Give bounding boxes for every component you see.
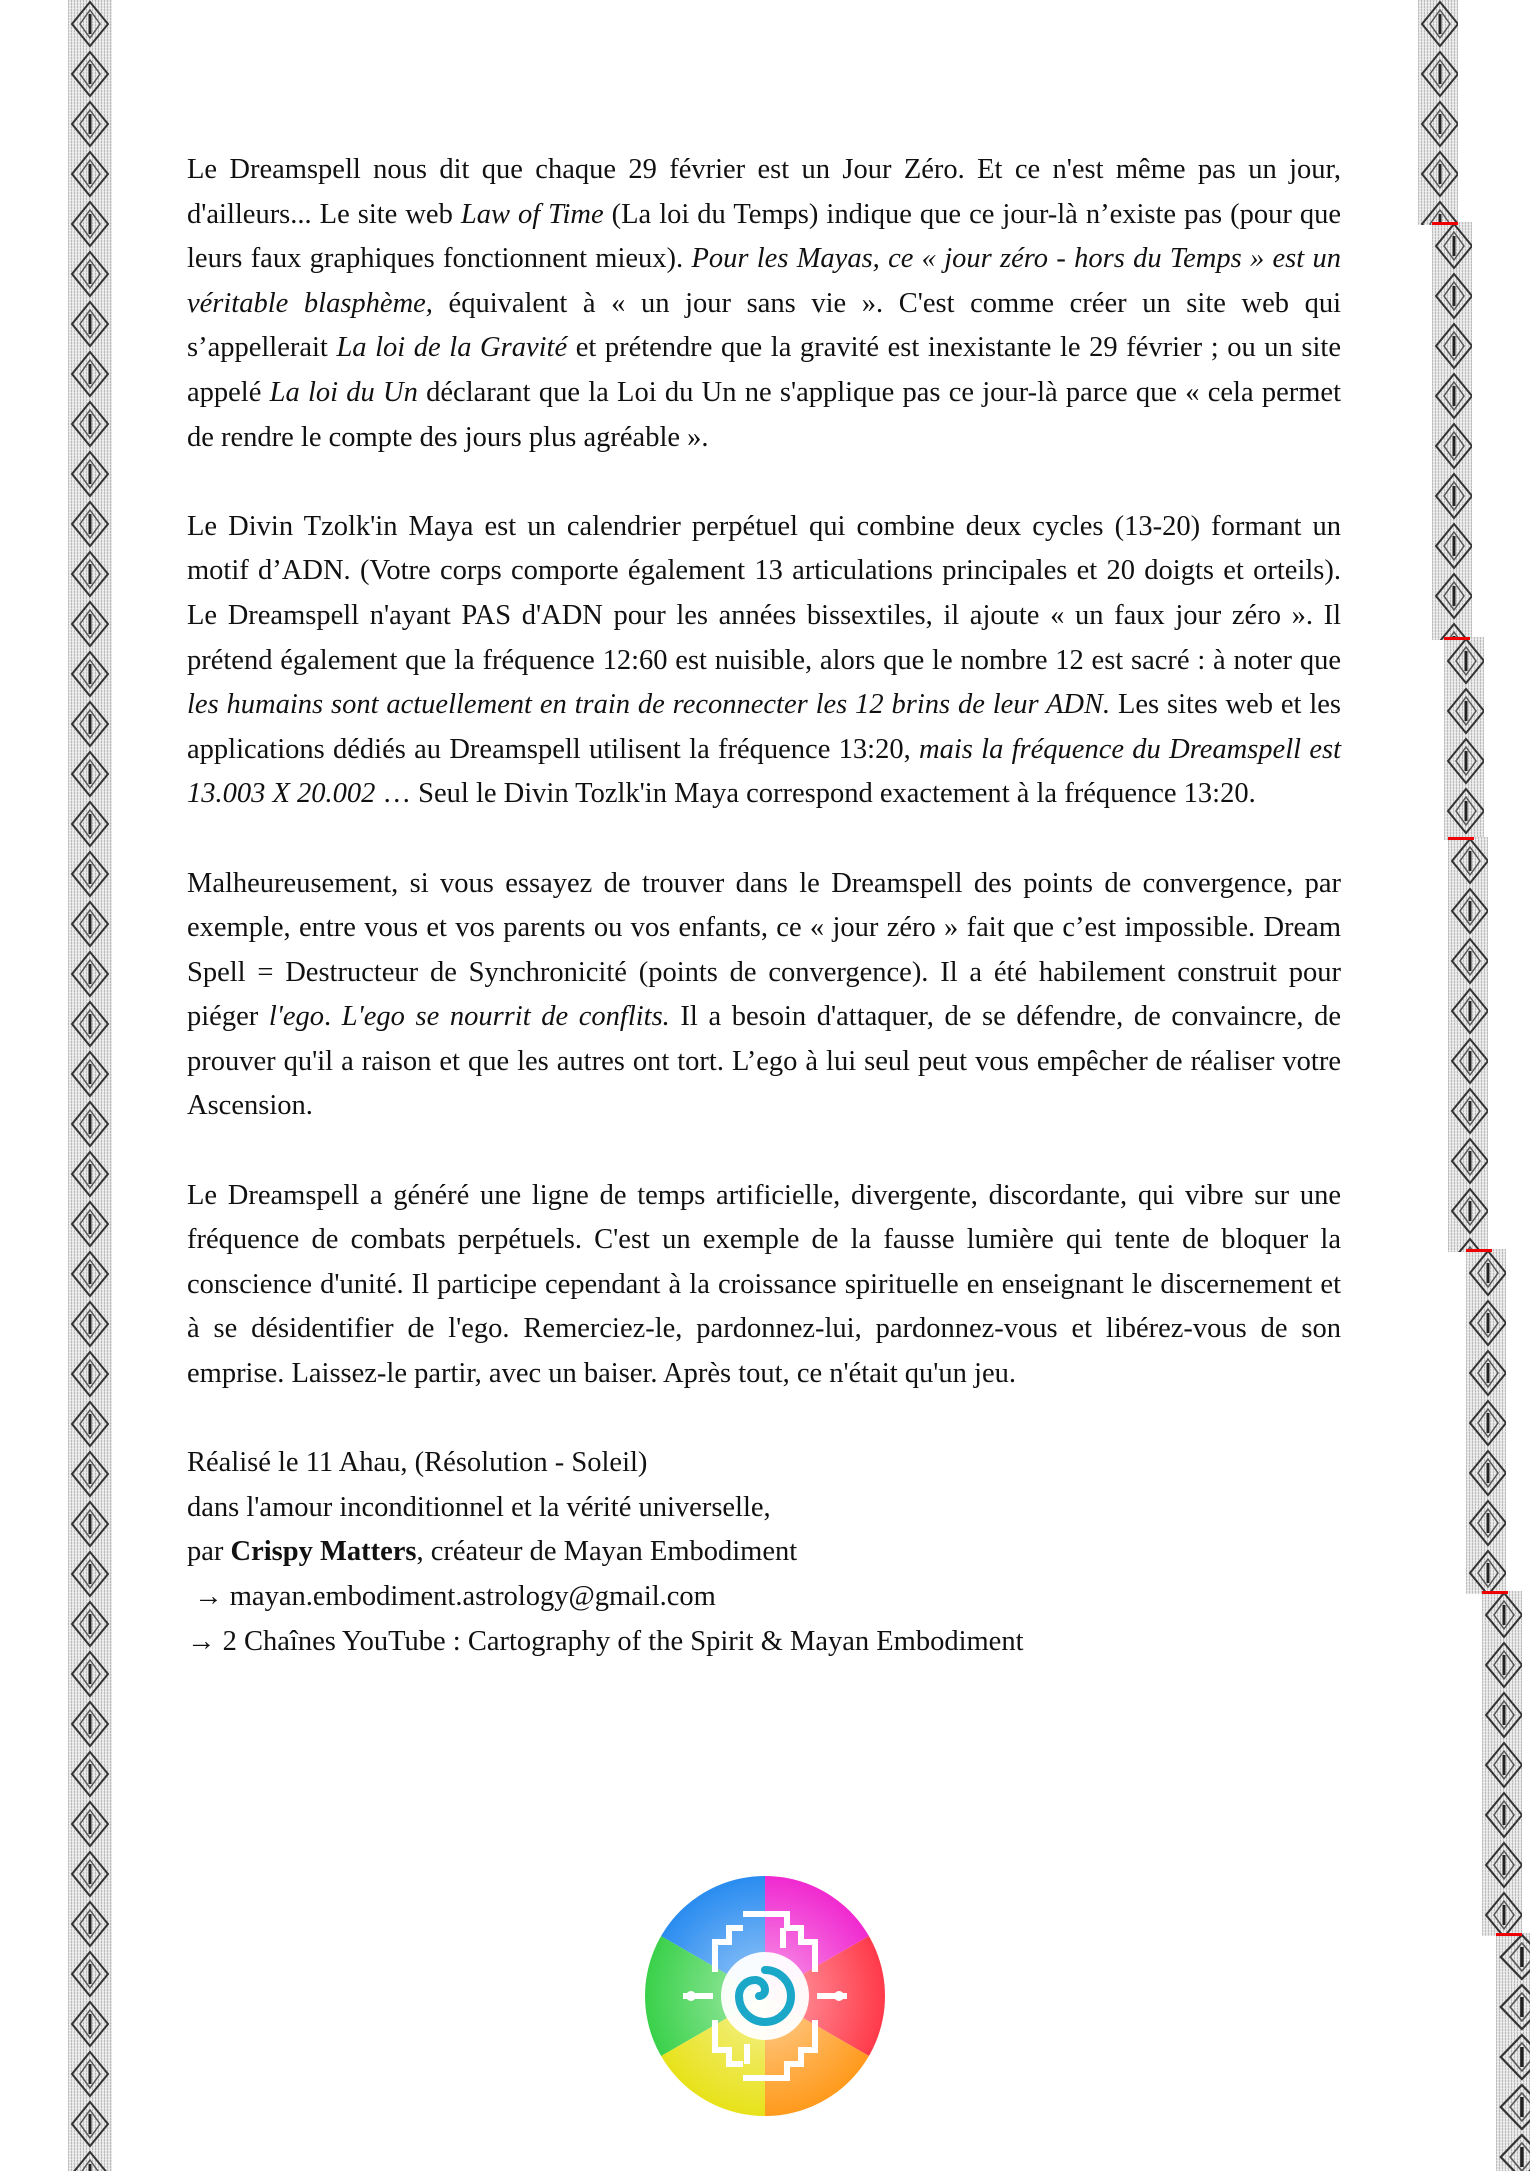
signature-date-line: Réalisé le 11 Ahau, (Résolution - Soleil) xyxy=(187,1447,648,1479)
signature-by: par xyxy=(187,1536,231,1568)
email-link[interactable]: mayan.embodiment.astrology@gmail.com xyxy=(229,1581,716,1612)
red-marker xyxy=(1448,837,1474,840)
italic-segment: Law of Time xyxy=(460,198,604,230)
youtube-channels-text: 2 Chaînes YouTube : Cartography of the Spirit & Mayan Embodiment xyxy=(222,1625,1024,1657)
italic-segment: La loi du Un xyxy=(269,376,418,408)
right-decorative-border-7 xyxy=(1496,1933,1530,2171)
text-segment: (La loi du Temps) indique que ce jour-là n’existe pas (pour que leurs faux graphiques fonctionnent mieux). xyxy=(187,198,1341,275)
italic-segment: Pour les Mayas, ce « jour zéro - hors du Temps » est un véritable blasphème, xyxy=(187,243,1341,319)
text-segment: Malheureusement, si vous essayez de trouver dans le Dreamspell des points de convergence, par exemple, entre vous et vos parents ou vos enfants, ce « jour zéro » fait que c’est impossible. Dream Spell = Destructeur de Synchronicité (points de convergence). Il a été habilement construit pour piéger xyxy=(187,867,1341,1033)
text-segment: . xyxy=(324,1001,342,1033)
paragraph-3 xyxy=(187,862,1341,1130)
red-marker xyxy=(1444,637,1470,640)
text-segment: … Seul le Divin Tozlk'in Maya correspond exactement à la fréquence 13:20. xyxy=(375,778,1256,810)
italic-segment: l'ego xyxy=(268,1001,325,1033)
right-decorative-border-5 xyxy=(1466,1249,1506,1594)
right-decorative-border-4 xyxy=(1448,837,1488,1252)
text-segment: et prétendre que la gravité est inexistante le 29 février ; ou un site appelé xyxy=(187,332,1341,408)
right-decorative-border-3 xyxy=(1444,637,1484,840)
right-decorative-border-2 xyxy=(1432,222,1472,640)
red-marker xyxy=(1432,222,1458,225)
right-decorative-border-1 xyxy=(1418,0,1458,225)
diamond-pattern-icon xyxy=(68,0,112,2171)
text-segment: déclarant que la Loi du Un ne s'applique pas ce jour-là parce que « cela permet de rendre le compte des jours plus agréable ». xyxy=(187,376,1341,453)
italic-segment: les humains sont actuellement en train de reconnecter les 12 brins de leur ADN. xyxy=(187,689,1111,721)
paragraph-4 xyxy=(187,1174,1341,1397)
document-body xyxy=(187,148,1341,1664)
left-decorative-border xyxy=(68,0,112,2171)
text-segment: Le Divin Tzolk'in Maya est un calendrier perpétuel qui combine deux cycles (13-20) formant un motif d’ADN. (Votre corps comporte également 13 articulations principales et 20 doigts et orteils). Le Dreamspell n'ayant PAS d'ADN pour les années bissextiles, il ajoute « un faux jour zéro ». Il prétend également que la fréquence 12:60 est nuisible, alors que le nombre 12 est sacré : à noter que xyxy=(187,510,1341,676)
signature-dedication-line: dans l'amour inconditionnel et la vérité universelle, xyxy=(187,1491,771,1523)
hunab-ku-logo-icon xyxy=(643,1874,887,2118)
text-segment: Il a besoin d'attaquer, de se défendre, de convaincre, de prouver qu'il a raison et que les autres ont tort. L’ego à lui seul peut vous empêcher de réaliser votre Ascension. xyxy=(187,1001,1341,1122)
text-segment: Le Dreamspell nous dit que chaque 29 février est un Jour Zéro. Et ce n'est même pas un jour, d'ailleurs... Le site web xyxy=(187,154,1341,230)
arrow-icon: → xyxy=(187,1581,230,1612)
red-marker xyxy=(1496,1933,1522,1936)
red-marker xyxy=(1482,1591,1508,1594)
right-decorative-border-6 xyxy=(1482,1591,1522,1936)
red-marker xyxy=(1466,1249,1492,1252)
paragraph-2 xyxy=(187,505,1341,817)
paragraph-1 xyxy=(187,148,1341,460)
arrow-icon: → xyxy=(187,1625,223,1657)
italic-segment: mais la fréquence du Dreamspell est 13.003 X 20.002 xyxy=(187,733,1341,810)
signature-role: , créateur de Mayan Embodiment xyxy=(416,1536,798,1568)
author-name: Crispy Matters xyxy=(230,1536,417,1568)
text-segment: Les sites web et les applications dédiés au Dreamspell utilisent la fréquence 13:20, xyxy=(187,689,1342,765)
italic-segment: La loi de la Gravité xyxy=(336,332,568,364)
signature-block xyxy=(187,1441,1341,1664)
text-segment: équivalent à « un jour sans vie ». C'est comme créer un site web qui s’appellerait xyxy=(187,287,1342,364)
italic-segment: L'ego se nourrit de conflits. xyxy=(341,1001,670,1033)
text-segment: Le Dreamspell a généré une ligne de temps artificielle, divergente, discordante, qui vibre sur une fréquence de combats perpétuels. C'est un exemple de la fausse lumière qui tente de bloquer la conscience d'unité. Il participe cependant à la croissance spirituelle en enseignant le discernement et à se désidentifier de l'ego. Remerciez-le, pardonnez-lui, pardonnez-vous et libérez-vous de son emprise. Laissez-le partir, avec un baiser. Après tout, ce n'était qu'un jeu. xyxy=(187,1179,1341,1390)
